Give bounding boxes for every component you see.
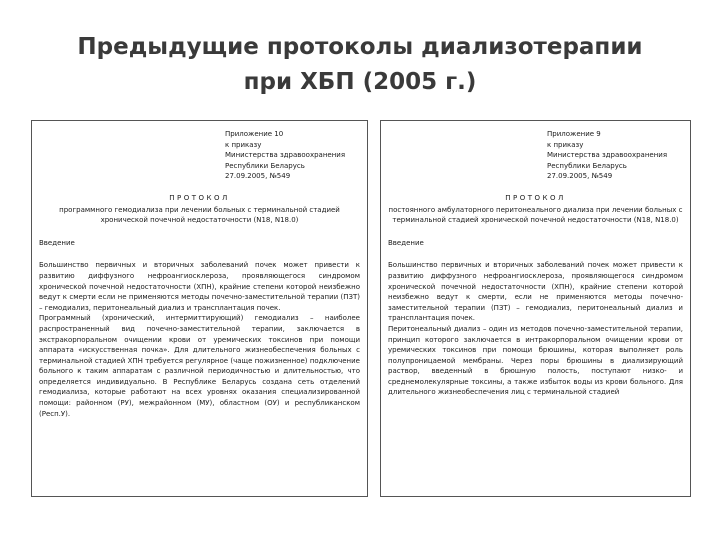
protocol-heading: ПРОТОКОЛ — [169, 193, 230, 202]
body-paragraph-2: Программный (хронический, интермиттирующий) гемодиализ – наиболее распространенный вид почечно-заместительной терапии, заключается в экстракорпоральном очищении крови от уремических токсинов при помощи аппарата «искусственная почка». Для длительного жизнеобеспечения больных с терминальной стадией ХПН требуется регулярное (чаще пожизненное) подключение больного к таким аппаратам с различной периодичностью и длительностью, что определяется индивидуально. В Республике Беларусь создана сеть отделений гемодиализа, которые работают на всех уровнях оказания специализированной помощи: районном (РУ), межрайонном (МУ), областном (ОУ) и республиканском (Респ.У). — [39, 314, 360, 418]
protocol-subject: постоянного амбулаторного перитонеального диализа при лечении больных с терминальной стадией хронической почечной недостаточности (N18, N18.0) — [388, 205, 683, 225]
protocol-subject: программного гемодиализа при лечении больных с терминальной стадией хронической почечной недостаточности (N18, N18.0) — [59, 205, 340, 225]
slide-title-line-2: при ХБП (2005 г.) — [243, 69, 477, 95]
body-paragraph-1: Большинство первичных и вторичных заболеваний почек может привести к развитию диффузного нефроангиосклероза, проявляющегося синдромом хронической почечной недостаточности (ХПН), крайние степени которой неизбежно ведут к смерти, если не применяются методы почечно-заместительной терапии (ПЗТ) – гемодиализ, перитонеальный диализ и трансплантация почек. — [388, 261, 683, 323]
protocol-body — [388, 260, 683, 398]
protocol-heading: ПРОТОКОЛ — [505, 193, 566, 202]
intro-heading: Введение — [39, 238, 75, 247]
protocol-document-peritoneal-dialysis — [380, 120, 691, 497]
protocol-body — [39, 260, 360, 419]
annex-header: Приложение 9 к приказу Министерства здравоохранения Республики Беларусь 27.09.2005, №549 — [547, 130, 668, 181]
slide-title-line-1: Предыдущие протоколы диализотерапии — [77, 34, 643, 60]
body-paragraph-2: Перитонеальный диализ – один из методов почечно-заместительной терапии, принцип которого заключается в интракорпоральном очищении крови от уремических токсинов при помощи брюшины, которая выполняет роль полупроницаемой мембраны. Через поры брюшины в диализирующий раствор, введенный в брюшную полость, поступают низко- и среднемолекулярные токсины, а также избыток воды из крови больного. Для длительного жизнеобеспечения лиц с терминальной стадией — [388, 324, 683, 397]
intro-heading: Введение — [388, 238, 424, 247]
body-paragraph-1: Большинство первичных и вторичных заболеваний почек может привести к развитию диффузного нефроангиосклероза, проявляющегося синдромом хронической почечной недостаточности (ХПН), крайние степени которой неизбежно ведут к смерти если не применяются методы почечно-заместительной терапии (ПЗТ) – гемодиализ, перитонеальный диализ и трансплантация почек. — [39, 261, 360, 312]
slide-title — [0, 30, 720, 100]
protocol-document-hemodialysis — [31, 120, 368, 497]
annex-header: Приложение 10 к приказу Министерства здравоохранения Республики Беларусь 27.09.2005, №549 — [225, 130, 346, 181]
